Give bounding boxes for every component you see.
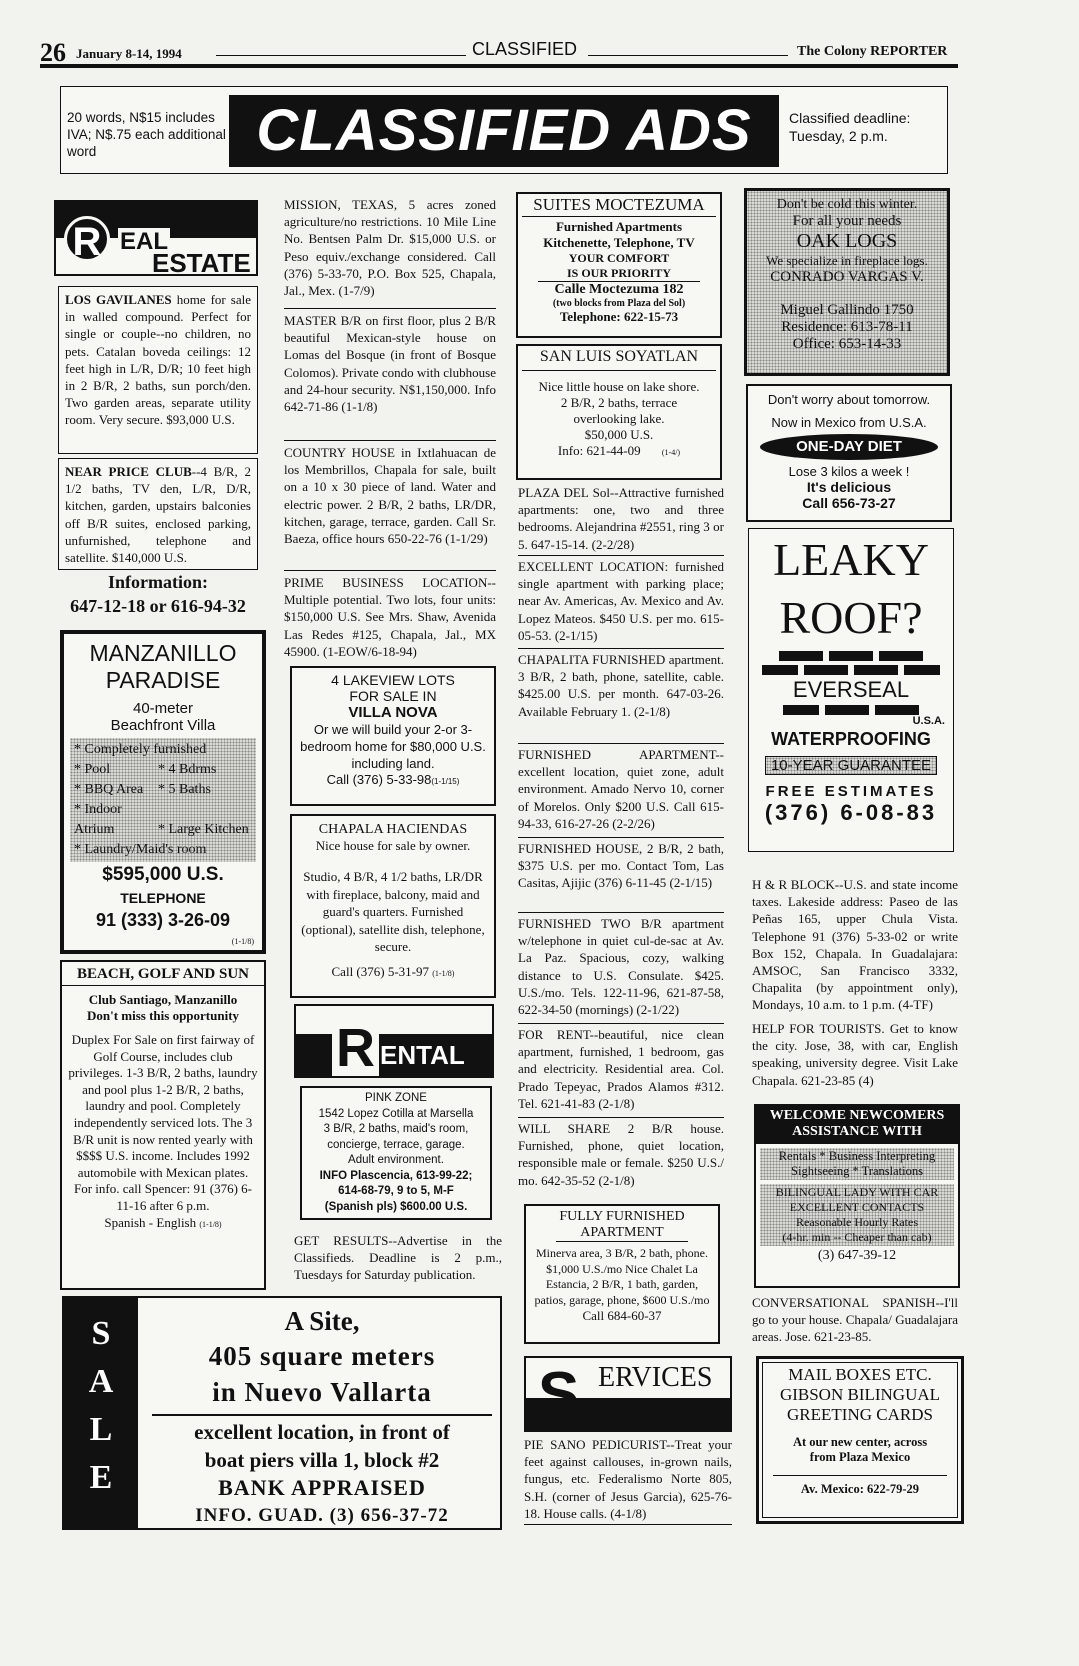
manzanillo-price: $595,000 U.S. — [102, 864, 224, 885]
gavilanes-title: LOS GAVILANES — [65, 292, 172, 307]
pink-zone-amenities: concierge, terrace, garage. — [327, 1138, 465, 1151]
soyatlan-info: Info: 621-44-09 — [557, 443, 641, 458]
divider — [518, 1117, 724, 1118]
suites-line2: Kitchenette, Telephone, TV — [543, 235, 695, 250]
feature-item: * 5 Baths — [158, 782, 211, 797]
oak-line3: OAK LOGS — [796, 230, 898, 252]
soyatlan-line4: $50,000 U.S. — [584, 427, 654, 442]
lakeview-ad — [290, 666, 496, 806]
info-label: Information: — [108, 572, 208, 592]
page-number: 26 — [40, 38, 66, 67]
diet-line1: Don't worry about tomorrow. — [767, 392, 931, 407]
welcome-services — [760, 1148, 954, 1180]
price-club-title: NEAR PRICE CLUB — [65, 464, 192, 479]
one-day-diet-ad — [746, 384, 952, 522]
sale-letter: L — [89, 1411, 113, 1448]
haciendas-code: (1-1/8) — [432, 968, 455, 978]
gavilanes-ad — [58, 286, 258, 454]
chapala-haciendas-ad — [290, 814, 496, 998]
manzanillo-sub2: Beachfront Villa — [110, 717, 216, 734]
manzanillo-tel: 91 (333) 3-26-09 — [95, 910, 231, 930]
services-header — [524, 1356, 732, 1432]
mail-boxes-inner — [762, 1362, 958, 1518]
welcome-line5: Reasonable Hourly Rates — [796, 1215, 918, 1229]
soyatlan-code: (1-4/) — [661, 448, 681, 457]
brick — [854, 665, 898, 675]
welcome-line6: (4-hr. min -- Cheaper than cab) — [782, 1230, 932, 1244]
oak-line5: CONRADO VARGAS V. — [770, 269, 924, 285]
gavilanes-text — [65, 291, 251, 429]
feature-item: * BBQ Area — [74, 782, 144, 797]
welcome-title-bar — [756, 1106, 958, 1144]
manzanillo-title1: MANZANILLO — [89, 640, 237, 666]
manzanillo-code: (1-1/8) — [231, 937, 254, 946]
feature-item: * Indoor Atrium — [74, 802, 122, 837]
mail-line6: Av. Mexico: 622-79-29 — [773, 1475, 947, 1497]
feature-row — [74, 800, 252, 840]
sale-letter: S — [91, 1315, 111, 1352]
issue-date: January 8-14, 1994 — [76, 46, 182, 61]
sale-line2: 405 square meters — [208, 1341, 436, 1371]
pink-zone-price: (Spanish pls) $600.00 U.S. — [324, 1200, 468, 1213]
suites-line4: IS OUR PRIORITY — [538, 266, 700, 282]
brick — [804, 665, 848, 675]
roof-line2: ROOF? — [779, 592, 923, 643]
lakeview-call — [292, 772, 494, 787]
feature-row — [74, 760, 252, 780]
brick — [783, 705, 819, 715]
divider — [518, 555, 724, 556]
sale-line6: BANK APPRAISED — [218, 1475, 426, 1500]
mail-line4: At our new center, across — [792, 1435, 928, 1449]
diet-line3: Lose 3 kilos a week ! — [788, 464, 910, 479]
deadline-note: Classified deadline: Tuesday, 2 p.m. — [789, 110, 911, 144]
furnished-two-br-ad: FURNISHED TWO B/R apartment w/telephone in quiet cul-de-sac at Av. La Paz. Spacious, cozy, walking distance to U.S. Consulate. $425. U.S./mo. Tels. 122-11-96, 621-87-58, 622-34-50 (mornings) (2-1/22) — [518, 916, 724, 1018]
fully-title2: APARTMENT — [556, 1225, 688, 1242]
welcome-line2: Sightseeing * Translations — [791, 1164, 923, 1178]
feature-item: * Large Kitchen — [158, 822, 249, 837]
pie-sano-ad: PIE SANO PEDICURIST--Treat your feet against callouses, in-grown nails, fungus, etc. Federalismo Norte 805, S.H. (corner of Jesus Garcia), 625-76-18. House calls. (4-1/8) — [524, 1437, 732, 1521]
manzanillo-features — [70, 738, 256, 862]
feature-item: * Completely furnished — [74, 742, 207, 757]
roof-line1: LEAKY — [773, 534, 929, 585]
price-club-ad — [58, 458, 258, 570]
welcome-title2: ASSISTANCE WITH — [792, 1124, 922, 1139]
soyatlan-line1: Nice little house on lake shore. — [538, 379, 700, 394]
page-header — [40, 38, 960, 68]
pink-zone-title: PINK ZONE — [365, 1092, 427, 1104]
manzanillo-title2: PARADISE — [105, 667, 221, 693]
feature-item: * Pool — [74, 762, 111, 777]
sale-line3: in Nuevo Vallarta — [212, 1377, 432, 1407]
beach-foot-text: Spanish - English — [104, 1214, 197, 1230]
furnished-apartment-ad: FURNISHED APARTMENT--excellent location, quiet zone, adult environment. Amado Nervo 10, corner of Morelos. Only $200 U.S. Call 615-94-33, 616-27-26 (2-2/26) — [518, 747, 724, 831]
pink-zone-environment: Adult environment. — [348, 1154, 444, 1166]
get-results-ad: GET RESULTS--Advertise in the Classifieds. Deadline is 2 p.m., Tuesdays for Saturday publication. — [294, 1233, 502, 1283]
divider — [284, 440, 496, 441]
rental-word: ENTAL — [380, 1040, 465, 1070]
brick — [904, 665, 940, 675]
oak-line7: Residence: 613-78-11 — [781, 319, 913, 335]
pink-zone-hours: 614-68-79, 9 to 5, M-F — [338, 1185, 454, 1197]
brick — [825, 705, 869, 715]
lakeview-body: Or we will build your 2-or 3-bedroom home for $80,000 U.S. including land. — [300, 722, 486, 771]
help-for-tourists-ad: HELP FOR TOURISTS. Get to know the city. Jose, 38, with car, English speaking, university degree. Visit Lake Chapala. 621-23-85 (4) — [752, 1021, 958, 1088]
divider — [284, 570, 496, 571]
banner-title-block — [229, 95, 779, 167]
mail-boxes-ad — [756, 1356, 964, 1524]
beach-code: (1-1/8) — [199, 1219, 222, 1229]
real-estate-letter: R — [64, 216, 110, 262]
divider — [524, 1524, 732, 1525]
fully-furnished-ad — [524, 1204, 720, 1344]
services-word: ERVICES — [598, 1362, 713, 1393]
soyatlan-line3: overlooking lake. — [573, 411, 665, 426]
feature-item: * 4 Bdrms — [158, 762, 217, 777]
oak-line6: Miguel Gallindo 1750 — [780, 302, 914, 318]
brick — [779, 651, 823, 661]
manzanillo-sub1: 40-meter — [132, 700, 194, 717]
oak-line1: Don't be cold this winter. — [776, 197, 918, 212]
conversational-spanish-ad: CONVERSATIONAL SPANISH--I'll go to your house. Chapala/ Guadalajara areas. Jose. 621-23-85. — [752, 1295, 958, 1345]
sale-letter: A — [88, 1363, 114, 1400]
roof-free: FREE ESTIMATES — [765, 783, 937, 800]
mail-line2: GIBSON BILINGUAL — [779, 1385, 941, 1404]
suites-line3: YOUR COMFORT — [568, 251, 670, 265]
sale-letter: E — [89, 1459, 113, 1496]
beach-body: Duplex For Sale on first fairway of Golf Course, includes club privileges. 1-3 B/R, 2 baths, laundry and pool plus 1-2 B/R, 2 baths, laundry and pool. Completely independently serviced lots. The 3 B/R unit is now rented yearly with $$$$ U.S. income. Includes 1992 automobile with Mexican plates. For info. call Spencer: 91 (376) 6-11-16 after 6 p.m. — [68, 1032, 258, 1213]
feature-item: * Laundry/Maid's room — [74, 842, 207, 857]
rental-letter: R — [332, 1020, 379, 1076]
pink-zone-address: 1542 Lopez Cotilla at Marsella — [318, 1107, 474, 1120]
roof-bricks-mid — [749, 665, 953, 675]
sale-line7: INFO. GUAD. (3) 656-37-72 — [195, 1505, 449, 1526]
haciendas-sub: Nice house for sale by owner. — [315, 838, 471, 853]
divider — [518, 837, 724, 838]
sale-side-bar — [64, 1298, 138, 1528]
pink-zone-rooms: 3 B/R, 2 baths, maid's room, — [323, 1123, 469, 1135]
suites-line5: Calle Moctezuma 182 — [554, 282, 684, 297]
banner-title: CLASSIFIED ADS — [256, 98, 752, 163]
soyatlan-line2: 2 B/R, 2 baths, terrace — [560, 395, 678, 410]
excellent-location-ad: EXCELLENT LOCATION: furnished single apartment with parking place; near Av. Americas, Av. Mexico and Av. Lopez Mateos. $450 U.S. per mo. 615-05-53. (2-1/15) — [518, 559, 724, 643]
sale-line4: excellent location, in front of — [194, 1420, 450, 1444]
sale-ad — [62, 1296, 502, 1530]
haciendas-title: CHAPALA HACIENDAS — [318, 822, 468, 837]
divider — [518, 743, 724, 744]
brick — [879, 651, 923, 661]
mission-ad: MISSION, TEXAS, 5 acres zoned agriculture/no restrictions. 10 Mile Line No. Bentsen Palm Dr. $15,000 U.S. or Peso equiv./exchange considered. Call (376) 5-33-70, P.O. Box 525, Chapala, Jal., Mex. (1-7/9) — [284, 197, 496, 299]
oak-line2: For all your needs — [792, 213, 902, 229]
pink-zone-lines — [302, 1091, 490, 1215]
suites-title: SUITES MOCTEZUMA — [522, 194, 716, 217]
section-title: CLASSIFIED — [472, 39, 578, 59]
divider — [284, 308, 496, 309]
country-house-ad: COUNTRY HOUSE in Ixtlahuacan de los Membrillos, Chapala for sale, built on a 10 x 30 piece of land. Water and electric power. 2 B/R, 2 baths, LR/DR, kitchen, garage, terrace, garden. Call Sr. Baeza, office hours 650-22-76 (1-1/29) — [284, 445, 496, 547]
lakeview-call-text: Call (376) 5-33-98 — [326, 772, 432, 787]
plaza-del-sol-ad: PLAZA DEL Sol--Attractive furnished apartments: one, two and three bedrooms. Alejandrina #2551, ring 3 or 5. 647-15-14. (2-2/28) — [518, 485, 724, 552]
suites-line6: (two blocks from Plaza del Sol) — [552, 298, 686, 309]
soyatlan-title: SAN LUIS SOYATLAN — [522, 346, 716, 371]
suites-line7: Telephone: 622-15-73 — [559, 309, 679, 324]
fully-title1: FULLY FURNISHED — [559, 1209, 685, 1224]
brick — [762, 665, 798, 675]
suites-line1: Furnished Apartments — [555, 219, 683, 234]
roof-bricks-top — [749, 651, 953, 661]
pink-zone-ad — [300, 1086, 492, 1220]
feature-row — [74, 780, 252, 800]
diet-line5: Call 656-73-27 — [802, 495, 896, 511]
welcome-newcomers-ad — [754, 1104, 960, 1288]
welcome-line1: Rentals * Business Interpreting — [778, 1149, 936, 1163]
soyatlan-line5 — [518, 443, 720, 459]
gavilanes-body: home for sale in walled compound. Perfect for single or couple--no children, no pets. Catalan boveda ceilings: 12 feet high in L/R, D/R; 10 feet high in 2 B/R, 2 baths, sun porch/den. Two garden areas, separate utility room. Very secure. $93,000 U.S. — [65, 292, 251, 428]
publication-name: The Colony REPORTER — [797, 44, 948, 59]
oak-line4: We specialize in fireplace logs. — [766, 253, 928, 268]
welcome-title1: WELCOME NEWCOMERS — [769, 1108, 945, 1123]
roof-water: WATERPROOFING — [771, 729, 931, 749]
brick — [875, 705, 919, 715]
manzanillo-ad — [60, 630, 266, 954]
haciendas-call — [292, 964, 494, 980]
divider — [518, 1023, 724, 1024]
pricing-note: 20 words, N$15 includes IVA; N$.75 each additional word — [67, 110, 226, 159]
beach-sub2: Don't miss this opportunity — [86, 1008, 240, 1023]
lakeview-line2: FOR SALE IN — [349, 688, 437, 704]
mail-line3: GREETING CARDS — [787, 1405, 933, 1424]
sale-line5: boat piers villa 1, block #2 — [204, 1448, 440, 1472]
prime-business-ad: PRIME BUSINESS LOCATION--Multiple potential. Two lots, four units: $150,000 U.S. See Mrs. Shaw, Avenida Las Redes #125, Chapala, Jal., MX 45900. (1-EOW/6-18-94) — [284, 575, 496, 659]
header-rule-left — [216, 55, 466, 56]
for-rent-ad: FOR RENT--beautiful, nice clean apartment, furnished, 1 bedroom, gas and electricity. Residential area. Col. Prado Tepeyac, Prados Alamos #312. Tel. 621-41-83 (2-1/8) — [518, 1027, 724, 1111]
lakeview-line1: 4 LAKEVIEW LOTS — [331, 672, 455, 688]
lakeview-line3: VILLA NOVA — [348, 704, 438, 721]
diet-line4: It's delicious — [806, 479, 892, 495]
roof-brand: EVERSEAL — [792, 677, 910, 702]
sale-line1: A Site, — [284, 1306, 360, 1336]
beach-foot — [62, 1215, 264, 1231]
welcome-line3: BILINGUAL LADY WITH CAR — [775, 1185, 939, 1199]
leaky-roof-ad — [748, 528, 954, 852]
header-rule-right — [588, 55, 788, 56]
roof-phone: (376) 6-08-83 — [764, 800, 938, 825]
manzanillo-tel-label: TELEPHONE — [120, 890, 206, 906]
welcome-line4: EXCELLENT CONTACTS — [789, 1200, 925, 1214]
hr-block-ad: H & R BLOCK--U.S. and state income taxes. Lakeside address: Paseo de las Peñas 165, upper Chula Vista. Telephone 91 (376) 5-33-02 or write Box 152, Chapala. In Guadalajara: AMSOC, San Francisco 3332, Chapalita (by appointment only), Mondays, 10 a.m. to 1 p.m. (4-TF) — [752, 877, 958, 1013]
fully-call: Call 684-60-37 — [582, 1308, 662, 1323]
oak-line8: Office: 653-14-33 — [792, 336, 902, 352]
welcome-phone: (3) 647-39-12 — [817, 1248, 897, 1263]
price-club-body: --4 B/R, 2 1/2 baths, TV den, L/R, D/R, kitchen, garden, upstairs balconies off B/R suites, enclosed parking, unfurnished, telephone and satellite. $140,000 U.S. — [65, 464, 251, 566]
pink-zone-info: INFO Plascencia, 613-99-22; — [319, 1169, 473, 1182]
mail-line1: MAIL BOXES ETC. — [788, 1365, 932, 1384]
furnished-house-ad: FURNISHED HOUSE, 2 B/R, 2 bath, $375 U.S. per mo. Contact Tom, Las Casitas, Ajijic (376) 6-11-45 (2-1/15) — [518, 841, 724, 891]
haciendas-call-text: Call (376) 5-31-97 — [331, 963, 429, 979]
roof-guarantee: 10-YEAR GUARANTEE — [765, 756, 937, 775]
divider — [518, 912, 724, 913]
master-ad: MASTER B/R on first floor, plus 2 B/R beautiful Mexican-style house on Lomas del Bosque (in front of Bosque Colomos). Private condo with clubhouse and 24-hour security. N$1,150,000. Info 642-71-86 (1-1/8) — [284, 313, 496, 415]
fully-body: Minerva area, 3 B/R, 2 bath, phone. $1,000 U.S./mo Nice Chalet La Estancia, 2 B/R, 1 bath, garden, patios, garage, phone, $600 U.S./mo — [534, 1246, 710, 1307]
info-phone: 647-12-18 or 616-94-32 — [70, 596, 246, 616]
welcome-details — [760, 1184, 954, 1246]
real-estate-word2: ESTATE — [152, 248, 251, 278]
will-share-ad: WILL SHARE 2 B/R house. Furnished, phone, quiet location, responsible male or female. $250 U.S./ mo. 642-35-52 (2-1/8) — [518, 1121, 724, 1188]
services-letter: S — [538, 1360, 580, 1429]
roof-usa: U.S.A. — [912, 715, 945, 727]
oak-logs-ad — [744, 188, 950, 376]
san-luis-soyatlan-ad — [516, 344, 722, 480]
sale-content — [146, 1298, 498, 1528]
price-club-text — [65, 463, 251, 566]
lakeview-code: (1-1/15) — [431, 777, 460, 786]
rental-header — [294, 1004, 494, 1078]
diet-pill: ONE-DAY DIET — [760, 434, 938, 460]
roof-bricks-bottom — [749, 705, 953, 715]
real-estate-word1: EAL — [120, 228, 168, 255]
suites-moctezuma-ad — [516, 192, 722, 338]
beach-ad — [60, 960, 266, 1290]
beach-sub1: Club Santiago, Manzanillo — [88, 992, 238, 1007]
diet-line2: Now in Mexico from U.S.A. — [771, 415, 927, 430]
chapalita-ad: CHAPALITA FURNISHED apartment. 3 B/R, 2 bath, phone, satellite, cable. $425.00 U.S. per month. 647-03-26. Available February 1. (2-1/8) — [518, 652, 724, 719]
brick — [829, 651, 873, 661]
header-thick-rule — [40, 64, 958, 68]
divider — [518, 648, 724, 649]
real-estate-header — [54, 200, 258, 276]
haciendas-body: Studio, 4 B/R, 4 1/2 baths, LR/DR with fireplace, balcony, maid and guard's quarters. Furnished (optional), satellite dish, telephone, secure. — [301, 869, 485, 954]
mail-line5: from Plaza Mexico — [809, 1450, 911, 1464]
sale-divider — [152, 1414, 492, 1416]
beach-title: BEACH, GOLF AND SUN — [62, 962, 264, 986]
classified-banner — [60, 86, 948, 174]
